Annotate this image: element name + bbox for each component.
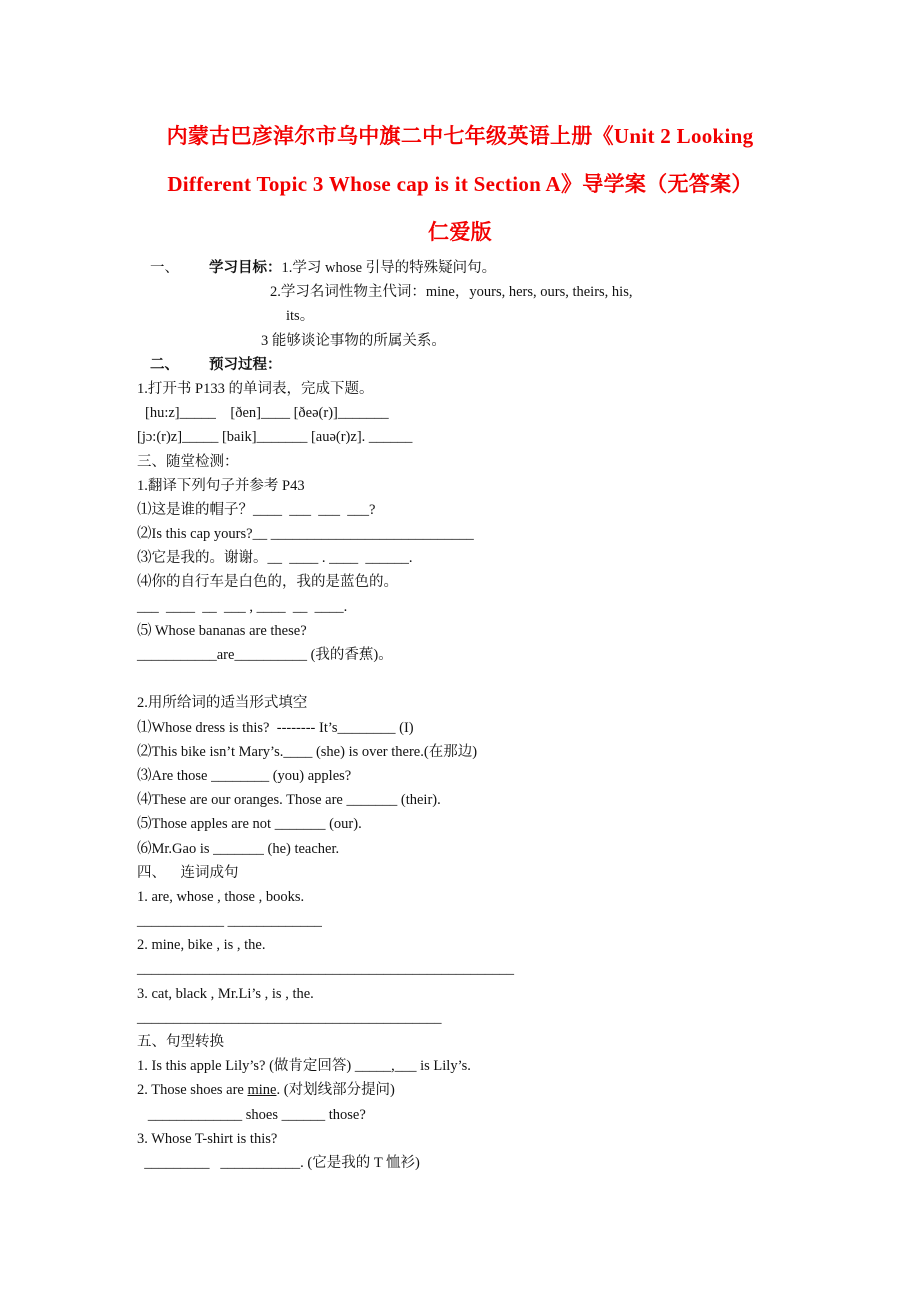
phonetics-line-1: [hu:z]_____ [ðen]____ [ðeə(r)]_______ bbox=[145, 405, 389, 422]
translate-item: ⑴这是谁的帽子？____ ___ ___ ___? bbox=[137, 501, 376, 518]
fill-item: ⑶Are those ________ (you) apples? bbox=[137, 767, 352, 784]
transform-item bbox=[137, 1078, 797, 1102]
fill-item: ⑴Whose dress is this? -------- It’s________ (I) bbox=[137, 719, 414, 736]
transform-blanks: _________ ___________. (它是我的 T 恤衫) bbox=[137, 1154, 420, 1171]
translate-blanks: ___ ____ __ ___ , ____ __ ____. bbox=[137, 598, 348, 615]
goal-1: 1.学习 whose 引导的特殊疑问句。 bbox=[281, 260, 497, 276]
blank-line bbox=[137, 667, 797, 691]
transform-blanks: _____________ shoes ______ those? bbox=[137, 1106, 366, 1123]
fill-item: ⑷These are our oranges. Those are _______ (their). bbox=[137, 792, 441, 809]
section-1-heading bbox=[137, 256, 797, 280]
answer-line: __________________________________________ bbox=[137, 1009, 442, 1026]
underlined-word: mine bbox=[247, 1082, 277, 1099]
translate-item: ⑷你的自行车是白色的，我的是蓝色的。 bbox=[137, 574, 398, 591]
translate-blanks: ___________are__________ (我的香蕉)。 bbox=[137, 647, 393, 663]
transform-text: . (对划线部分提问) bbox=[276, 1082, 395, 1099]
fill-item: ⑵This bike isn’t Mary’s.____ (she) is over there.(在那边) bbox=[137, 743, 478, 760]
fill-task: 2.用所给词的适当形式填空 bbox=[137, 695, 308, 712]
phonetics-line-2: [jɔ:(r)z]_____ [baik]_______ [auə(r)z]. ______ bbox=[137, 429, 413, 446]
section-title: 学习目标： bbox=[209, 260, 282, 276]
translate-item: ⑶它是我的。谢谢。__ ____ . ____ ______. bbox=[137, 550, 413, 567]
transform-text: 2. Those shoes are bbox=[137, 1082, 248, 1099]
section-3-heading: 三、随堂检测： bbox=[137, 453, 239, 470]
translate-item: ⑸ Whose bananas are these? bbox=[137, 622, 307, 639]
answer-line: ____________ _____________ bbox=[137, 913, 322, 930]
section-number: 二、 bbox=[150, 356, 179, 373]
section-4-heading: 四、 连词成句 bbox=[137, 864, 239, 881]
goal-2: 2.学习名词性物主代词：mine，yours, hers, ours, theirs, his, bbox=[270, 284, 633, 301]
translate-task: 1.翻译下列句子并参考 P43 bbox=[137, 477, 305, 494]
transform-item: 3. Whose T-shirt is this? bbox=[137, 1130, 278, 1147]
fill-item: ⑹Mr.Gao is _______ (he) teacher. bbox=[137, 840, 340, 857]
title-line-2: Different Topic 3 Whose cap is it Section A》导学案（无答案） bbox=[167, 172, 753, 196]
section-5-heading: 五、句型转换 bbox=[137, 1034, 224, 1050]
transform-item: 1. Is this apple Lily’s? (做肯定回答) _____,___ is Lily’s. bbox=[137, 1058, 471, 1075]
section-number: 一、 bbox=[150, 260, 179, 276]
translate-item: ⑵Is this cap yours?__ ____________________________ bbox=[137, 526, 474, 543]
goal-2-cont: its。 bbox=[286, 308, 315, 325]
answer-line: ____________________________________________________ bbox=[137, 961, 514, 978]
title-line-3: 仁爱版 bbox=[428, 220, 492, 244]
document-body bbox=[137, 256, 797, 1175]
goal-3: 3 能够谈论事物的所属关系。 bbox=[261, 332, 446, 349]
word-order-item: 1. are, whose , those , books. bbox=[137, 888, 305, 905]
section-title: 预习过程： bbox=[209, 356, 282, 373]
preview-task: 1.打开书 P133 的单词表，完成下题。 bbox=[137, 380, 374, 397]
word-order-item: 2. mine, bike , is , the. bbox=[137, 937, 266, 954]
word-order-item: 3. cat, black , Mr.Li’s , is , the. bbox=[137, 985, 314, 1002]
section-2-heading bbox=[137, 353, 797, 377]
title-line-1: 内蒙古巴彦淖尔市乌中旗二中七年级英语上册《Unit 2 Looking bbox=[166, 124, 754, 148]
document-title bbox=[0, 112, 920, 256]
fill-item: ⑸Those apples are not _______ (our). bbox=[137, 816, 362, 833]
